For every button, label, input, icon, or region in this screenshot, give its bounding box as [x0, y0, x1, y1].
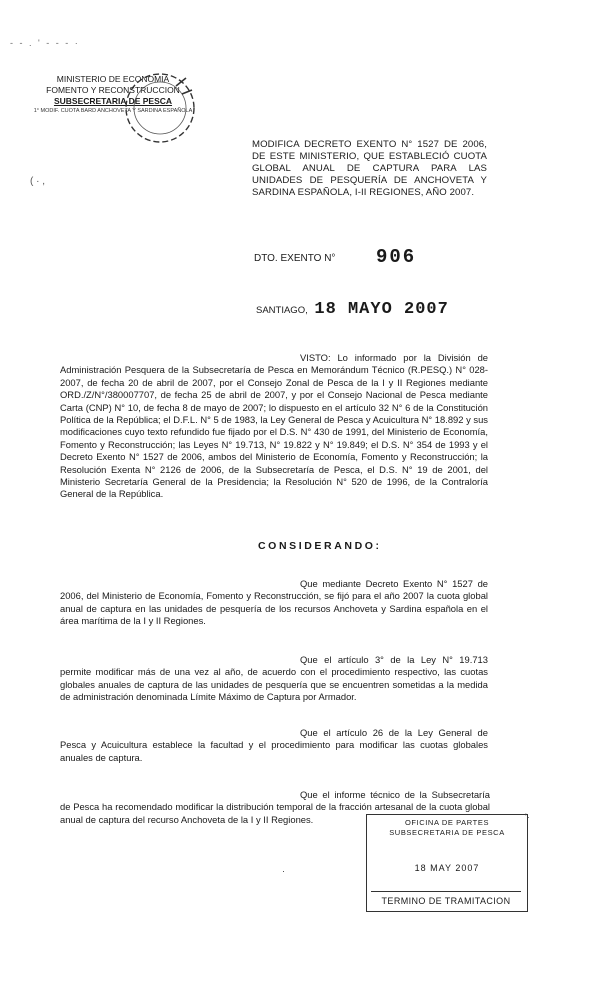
scan-noise-right: '· — [525, 812, 530, 822]
considerando-item-2 — [60, 654, 488, 704]
decree-number: 906 — [376, 246, 417, 268]
scan-noise-top: - - . ' - - - · — [10, 38, 80, 48]
considerando-text-1: Que mediante Decreto Exento N° 1527 de 2006, del Ministerio de Economía, Fomento y Reconstrucción, se fijó para el año 2007 la cuota global anual de captura en las unidades de pesquería de los recursos Anchoveta y Sardina española en el área marítima de la I y II Regiones. — [60, 578, 488, 627]
considerando-item-1 — [60, 578, 488, 628]
stamp-date: 18 MAY 2007 — [414, 863, 480, 873]
scan-noise-left: ( · , — [30, 176, 45, 187]
decree-label: DTO. EXENTO N° — [254, 253, 336, 264]
visto-lead: VISTO: — [300, 352, 331, 363]
ministry-line-2: FOMENTO Y RECONSTRUCCION — [46, 85, 180, 95]
stamp-header — [367, 818, 527, 838]
scan-noise-dot: · — [282, 866, 285, 876]
ministry-line-4: 1° MODIF. CUOTA BARD ANCHOVETA Y SARDINA ESPAÑOLA — [33, 108, 193, 114]
ministry-line-1: MINISTERIO DE ECONOMIA — [56, 74, 170, 84]
decree-date: 18 MAYO 2007 — [314, 300, 449, 319]
decree-number-line — [254, 246, 417, 268]
considerando-heading: CONSIDERANDO: — [258, 540, 382, 552]
considerando-text-3: Que el artículo 26 de la Ley General de Pesca y Acuicultura establece la facultad y el procedimiento para modificar las cuotas globales anuales de captura. — [60, 727, 488, 763]
ministry-line-3: SUBSECRETARIA DE PESCA — [53, 96, 173, 106]
place: SANTIAGO, — [256, 305, 308, 316]
official-seal-icon — [120, 68, 200, 148]
office-stamp — [366, 814, 528, 912]
stamp-line-2: SUBSECRETARIA DE PESCA — [389, 828, 505, 837]
considerando-text-4: Que el informe técnico de la Subsecretaría de Pesca ha recomendado modificar la distribución temporal de la fracción artesanal de la cuota global anual de captura del recurso Anchoveta de la I y II Regiones. — [60, 789, 490, 825]
visto-text: Lo informado por la División de Administración Pesquera de la Subsecretaría de Pesca en Memorándum Técnico (R.PESQ.) N° 028-2007, de fecha 20 de abril de 2007, por el Consejo Zonal de Pesca de la I y II Regiones mediante ORD./Z/N°/380007707, de fecha 25 de abril de 2007, y por el Consejo Nacional de Pesca mediante Carta (CNP) N° 10, de fecha 8 de mayo de 2007; lo dispuesto en el artículo 32 N° 6 de la Constitución Política de la República; el D.F.L. N° 5 de 1983, la Ley General de Pesca y Acuicultura N° 18.892 y sus modificaciones cuyo texto refundido fue fijado por el D.S. N° 430 de 1991, del Ministerio de Economía, Fomento y Reconstrucción; las Leyes N° 19.713, N° 19.822 y N° 19.849; el D.S. N° 354 de 1993 y el Decreto Exento N° 1527 de 2006, ambos del Ministerio de Economía, Fomento y Reconstrucción; la Resolución Exenta N° 2126 de 2006, de la Subsecretaría de Pesca, el D.S. N° 19 de 2001, del Ministerio Secretaría General de la Presidencia; la Resolución N° 520 de 1996, de la Contraloría General de la República. — [60, 352, 488, 500]
visto-paragraph — [60, 352, 488, 501]
considerando-item-3 — [60, 727, 488, 764]
stamp-status: TERMINO DE TRAMITACION — [371, 891, 521, 906]
place-date — [256, 300, 449, 319]
decree-subject: MODIFICA DECRETO EXENTO N° 1527 DE 2006, DE ESTE MINISTERIO, QUE ESTABLECIÓ CUOTA GLOBAL ANUAL DE CAPTURA PARA LAS UNIDADES DE PESQUERÍA DE ANCHOVETA Y SARDINA ESPAÑOLA, I-II REGIONES, AÑO 2007. — [252, 139, 487, 198]
considerando-text-2: Que el artículo 3° de la Ley N° 19.713 permite modificar más de una vez al año, de acuerdo con el procedimiento respectivo, las cuotas globales anuales de captura de las unidades de pesquería que se encuentren sometidas a la medida de administración denominada Límite Máximo de Captura por Armador. — [60, 654, 488, 703]
stamp-line-1: OFICINA DE PARTES — [404, 818, 490, 827]
